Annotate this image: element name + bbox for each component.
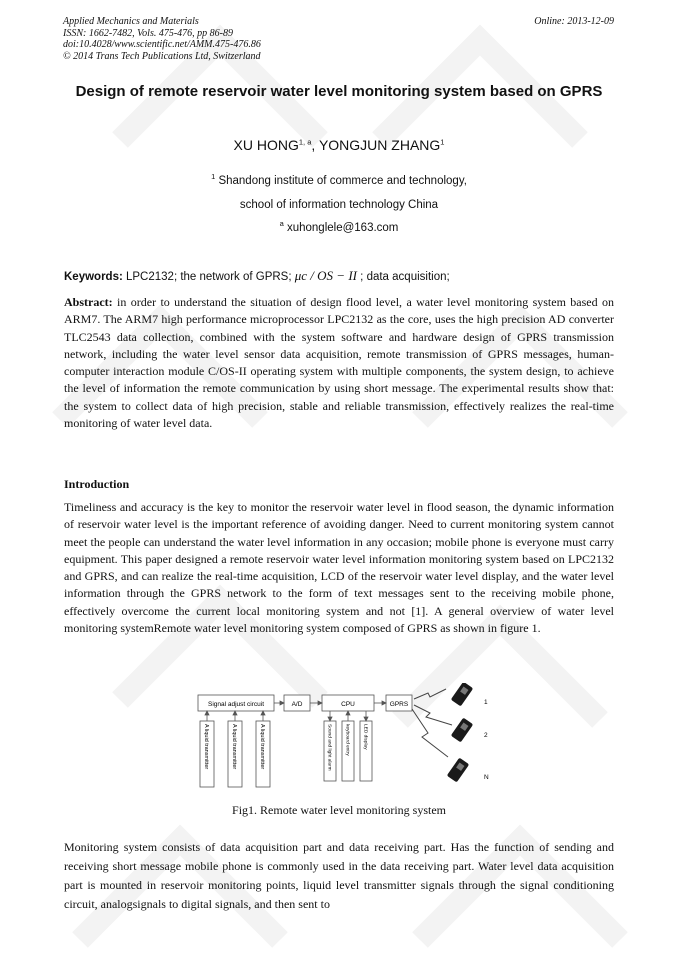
author-superscript: 1 bbox=[440, 137, 445, 147]
author-name: XU HONG bbox=[233, 137, 299, 153]
phone-label-1: 1 bbox=[484, 699, 488, 706]
authors bbox=[60, 137, 618, 153]
keywords-label: Keywords: bbox=[64, 271, 123, 283]
author-name: YONGJUN ZHANG bbox=[318, 137, 441, 153]
cpu-label: CPU bbox=[341, 701, 355, 708]
wireless-signal-icon bbox=[414, 689, 446, 699]
signal-adjust-label: Signal adjust circuit bbox=[208, 701, 264, 708]
wireless-signal-icon bbox=[414, 705, 452, 725]
phone-label-n: N bbox=[484, 774, 489, 781]
affiliation-superscript: 1 bbox=[211, 172, 216, 182]
issn: ISSN: 1662-7482, Vols. 475-476, pp 86-89 bbox=[63, 27, 233, 39]
keywords-text: ; data acquisition; bbox=[356, 271, 450, 283]
email-link[interactable]: xuhonglele@163.com bbox=[283, 222, 399, 234]
transmitter-label: A liquid transmitter bbox=[259, 724, 265, 770]
author-separator: , bbox=[311, 137, 319, 153]
keywords-math: μc / OS − II bbox=[294, 268, 357, 283]
abstract bbox=[64, 294, 614, 432]
email-line bbox=[60, 219, 618, 234]
mobile-phone-icon bbox=[451, 718, 473, 743]
keywords-text: LPC2132; the network of GPRS; bbox=[122, 271, 295, 283]
doi: doi:10.4028/www.scientific.net/AMM.475-476.86 bbox=[63, 39, 261, 50]
transmitter-label: A liquid transmitter bbox=[203, 724, 209, 770]
affiliation-text: Shandong institute of commerce and technology, bbox=[215, 175, 467, 187]
figure-caption: Fig1. Remote water level monitoring system bbox=[232, 803, 446, 817]
introduction-paragraph: Timeliness and accuracy is the key to monitor the reservoir water level in flood season, the dynamic information of reservoir water level is the important reference of avoiding danger. Need to current monitoring system cannot meet the people can understand the water level information in any occasion; mobile phone is everyone must carry equipment. This paper designed a remote reservoir water level information monitoring system based on LPC2132 and GPRS, and can realize the real-time acquisition, LCD of the reservoir water level display, and the water level information through the GPRS network to the form of text messages sent to the receiving mobile phone, effectively overcome the current local monitoring system and not [1]. A general overview of water level monitoring systemRemote water level monitoring system composed of GPRS as shown in figure 1. bbox=[64, 500, 614, 636]
email-superscript: a bbox=[279, 219, 284, 229]
phone-label-2: 2 bbox=[484, 732, 488, 739]
alarm-label: Sound and light alarm bbox=[326, 724, 332, 771]
abstract-text: in order to understand the situation of design flood level, a water level monitoring system based on ARM7. The ARM7 high performance microprocessor LPC2132 as the core, uses the high precision AD converter TLC2543 data collection, combined with the system software and hardware design of GPRS transmission network, including the water level sensor data acquisition, remote transmission of GPRS messages, human-computer interaction module C/OS-II operating system with multiple components, the system design, to achieve the level of information the remote communication by using short message. The experimental results show that: the system to collect data of high precision, stable and reliable transmission, effectively realizes the real-time monitoring of water level data. bbox=[64, 295, 614, 431]
paper-title: Design of remote reservoir water level monitoring system based on GPRS bbox=[75, 83, 603, 100]
section-heading-introduction: Introduction bbox=[64, 477, 130, 491]
mobile-phone-icon bbox=[451, 683, 473, 706]
keyboard-label: keyboard entry bbox=[344, 724, 350, 756]
affiliation-line-1 bbox=[60, 172, 618, 187]
journal-header bbox=[63, 16, 261, 62]
figure-1-diagram bbox=[190, 683, 510, 793]
body-paragraph: Monitoring system consists of data acquisition part and data receiving part. Has the function of sending and receiving short message mobile phone is commonly used in the data receiving part. Water level data acquisition part is mounted in reservoir monitoring points, liquid level transmitter signals through the signal conditioning circuit, analogsignals to digital signals, and then sent to bbox=[64, 840, 614, 911]
gprs-label: GPRS bbox=[389, 701, 409, 708]
author-superscript: 1, a bbox=[298, 137, 312, 147]
abstract-label: Abstract: bbox=[64, 295, 113, 309]
transmitter-label: A liquid transmitter bbox=[231, 724, 237, 770]
copyright: © 2014 Trans Tech Publications Ltd, Switzerland bbox=[63, 50, 261, 62]
wireless-signal-icon bbox=[412, 709, 448, 757]
online-date: Online: 2013-12-09 bbox=[534, 16, 614, 27]
keywords bbox=[64, 268, 450, 284]
led-label: LED display bbox=[362, 724, 368, 750]
journal-name: Applied Mechanics and Materials bbox=[63, 16, 199, 27]
affiliation-line-2: school of information technology China bbox=[239, 199, 439, 211]
mobile-phone-icon bbox=[447, 758, 469, 783]
ad-label: A/D bbox=[291, 701, 303, 708]
